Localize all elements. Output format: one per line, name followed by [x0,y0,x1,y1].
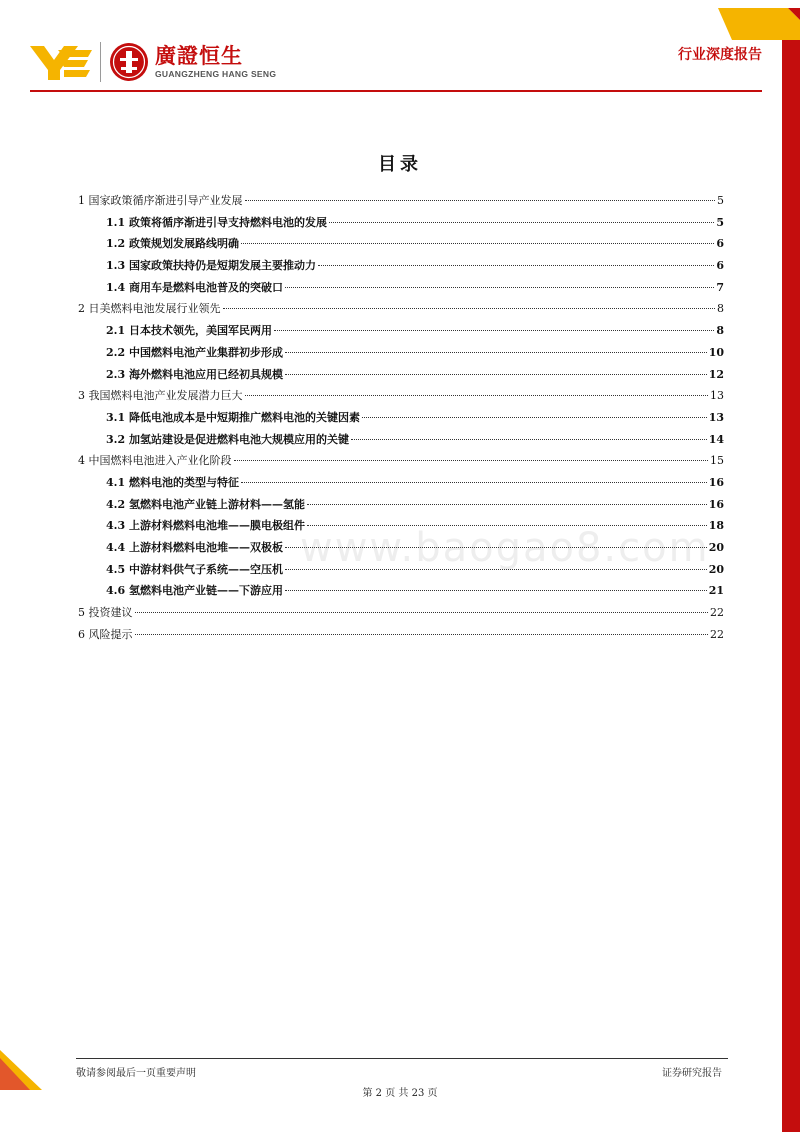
toc-leader-dots [223,308,716,309]
toc-entry-page: 5 [716,215,724,229]
toc-entry[interactable] [78,582,724,604]
toc-entry-title: 中游材料供气子系统——空压机 [128,562,283,576]
toc-entry-page: 5 [717,194,724,207]
toc-leader-dots [274,330,714,331]
toc-entry-page: 18 [708,519,724,533]
toc-entry-page: 14 [708,432,724,446]
header-rule [30,90,762,92]
toc-entry-page: 22 [710,606,724,620]
toc-leader-dots [285,352,707,353]
toc-leader-dots [307,504,707,505]
toc-entry-title: 上游材料燃料电池堆——双极板 [128,541,283,554]
toc-entry-number: 4.5 [106,562,126,576]
toc-entry-number: 2.1 [106,324,126,338]
toc-entry[interactable] [78,214,724,236]
toc-entry-page: 6 [716,259,724,273]
toc-entry-page: 10 [708,345,724,359]
toc-entry[interactable] [78,452,724,474]
toc-entry-page: 7 [716,280,724,294]
toc-entry-title: 国家政策扶持仍是短期发展主要推动力 [128,259,316,273]
toc-leader-dots [245,395,709,396]
toc-entry-title: 国家政策循序渐进引导产业发展 [88,194,243,207]
toc-entry-title: 日本技术领先，美国军民两用 [128,324,272,338]
logo-chinese-name: 廣證恒生 [155,44,243,68]
toc-entry-page: 16 [708,497,724,511]
toc-leader-dots [351,439,707,440]
toc-leader-dots [285,287,714,288]
toc-entry-number: 3.2 [106,432,126,446]
toc-entry[interactable] [78,192,724,214]
toc-leader-dots [241,482,707,483]
toc-entry-title: 氢燃料电池产业链——下游应用 [128,584,283,598]
toc-entry-title: 投资建议 [88,606,133,620]
logo-divider [100,42,101,82]
toc-entry-number: 4.2 [106,497,126,511]
toc-entry-page: 16 [708,475,724,489]
toc-entry-number: 1.2 [106,237,126,251]
toc-leader-dots [285,374,707,375]
toc-entry-title: 燃料电池的类型与特征 [128,475,239,489]
toc-entry-title: 加氢站建设是促进燃料电池大规模应用的关键 [128,432,349,446]
toc-entry-page: 8 [716,324,724,338]
toc-entry[interactable] [78,344,724,366]
toc-entry[interactable] [78,387,724,409]
toc-entry[interactable] [78,409,724,431]
toc-entry-title: 我国燃料电池产业发展潜力巨大 [88,389,243,403]
toc-entry-number: 4.1 [106,475,126,489]
toc-entry-title: 政策将循序渐进引导支持燃料电池的发展 [128,215,327,229]
toc-entry-number: 3.1 [106,410,126,424]
toc-entry[interactable] [78,604,724,626]
toc-entry-number: 4.3 [106,519,126,533]
footer-rule [76,1058,728,1059]
footer-report-label: 证券研究报告 [662,1068,722,1079]
toc-entry-page: 15 [710,454,724,468]
toc-leader-dots [241,243,714,244]
toc-entry-number: 1.3 [106,259,126,273]
logo-english-name: GUANGZHENG HANG SENG [155,69,277,79]
seal-icon [109,42,149,82]
toc-entry[interactable] [78,496,724,518]
toc-entry[interactable] [78,366,724,388]
toc-entry[interactable] [78,431,724,453]
toc-entry-title: 海外燃料电池应用已经初具规模 [128,367,283,381]
toc-entry-title: 氢燃料电池产业链上游材料——氢能 [128,497,305,511]
toc-entry[interactable] [78,235,724,257]
toc-entry[interactable] [78,300,724,322]
toc-entry[interactable] [78,474,724,496]
toc-entry[interactable] [78,626,724,648]
toc-entry-page: 8 [717,302,724,316]
toc-entry-page: 21 [708,584,724,598]
report-type-label: 行业深度报告 [678,47,762,63]
right-accent-bar [782,40,800,1132]
table-of-contents [78,192,724,647]
toc-entry-number: 3 [78,389,85,403]
toc-entry-number: 2.2 [106,345,126,359]
watermark: www.baogao8.com [300,525,710,571]
toc-leader-dots [135,634,709,635]
toc-entry-number: 4.6 [106,584,126,598]
toc-entry-page: 22 [710,627,724,641]
toc-leader-dots [285,590,707,591]
toc-entry-number: 5 [78,606,85,620]
toc-entry-number: 2 [78,302,85,316]
corner-decoration-top-right [718,0,800,40]
toc-entry[interactable] [78,322,724,344]
toc-entry[interactable] [78,257,724,279]
toc-entry-title: 商用车是燃料电池普及的突破口 [128,280,283,294]
toc-entry-page: 13 [710,389,724,403]
toc-entry-title: 中国燃料电池进入产业化阶段 [88,454,232,468]
toc-entry-number: 1.4 [106,280,126,294]
toc-entry-page: 13 [708,410,724,424]
toc-entry-page: 20 [708,541,724,554]
ye-logo-icon [30,42,94,82]
page-number: 第 2 页 共 23 页 [362,1088,438,1099]
toc-leader-dots [234,460,709,461]
toc-entry-title: 日美燃料电池发展行业领先 [88,302,221,316]
toc-leader-dots [329,222,714,223]
toc-entry-title: 降低电池成本是中短期推广燃料电池的关键因素 [128,410,360,424]
toc-entry-title: 中国燃料电池产业集群初步形成 [128,345,283,359]
toc-entry-number: 4.4 [106,541,126,554]
toc-entry-number: 4 [78,454,85,468]
toc-entry-number: 1 [78,194,85,207]
toc-entry-page: 20 [708,562,724,576]
toc-leader-dots [318,265,714,266]
toc-leader-dots [135,612,709,613]
toc-title: 目录 [378,154,422,175]
toc-leader-dots [245,200,716,201]
toc-entry-page: 6 [716,237,724,251]
company-logo [30,40,276,84]
toc-entry-title: 上游材料燃料电池堆——膜电极组件 [128,519,305,533]
footer-disclaimer: 敬请参阅最后一页重要声明 [76,1068,196,1079]
toc-entry[interactable] [78,279,724,301]
toc-entry-title: 风险提示 [88,627,133,641]
toc-entry-number: 2.3 [106,367,126,381]
toc-entry-page: 12 [708,367,724,381]
toc-entry-number: 1.1 [106,215,126,229]
toc-entry-number: 6 [78,627,85,641]
toc-leader-dots [362,417,707,418]
toc-entry-title: 政策规划发展路线明确 [128,237,239,251]
